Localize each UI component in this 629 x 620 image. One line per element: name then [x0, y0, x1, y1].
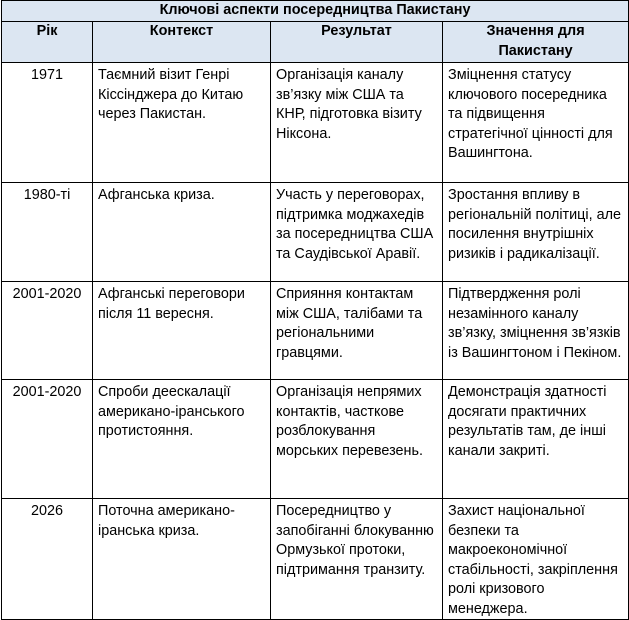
- header-context: Контекст: [93, 22, 271, 63]
- cell-year: 2026: [2, 499, 93, 620]
- cell-year: 2001-2020: [2, 380, 93, 499]
- cell-significance: Захист національної безпеки та макроекономічної стабільності, закріплення ролі кризового менеджера.: [443, 499, 629, 620]
- header-result: Результат: [271, 22, 443, 63]
- pakistan-mediation-table: [1, 0, 629, 620]
- cell-year: 1980-ті: [2, 183, 93, 282]
- cell-significance: Зміцнення статусу ключового посередника та підвищення стратегічної цінності для Вашингтона.: [443, 63, 629, 183]
- table-row: [2, 63, 629, 183]
- table-title: Ключові аспекти посередництва Пакистану: [2, 1, 629, 22]
- cell-result: Участь у переговорах, підтримка моджахедів за посередництва США та Саудівської Аравії.: [271, 183, 443, 282]
- header-year: Рік: [2, 22, 93, 63]
- table-row: [2, 282, 629, 380]
- table-title-row: [2, 1, 629, 22]
- cell-result: Посередництво у запобіганні блокуванню Ормузької протоки, підтримання транзиту.: [271, 499, 443, 620]
- cell-significance: Демонстрація здатності досягати практичних результатів там, де інші канали закриті.: [443, 380, 629, 499]
- table-row: [2, 499, 629, 620]
- cell-significance: Підтвердження ролі незамінного каналу зв’язку, зміцнення зв’язків із Вашингтоном і Пекіном.: [443, 282, 629, 380]
- cell-result: Організація каналу зв’язку між США та КНР, підготовка візиту Ніксона.: [271, 63, 443, 183]
- table-row: [2, 380, 629, 499]
- cell-context: Афганські переговори після 11 вересня.: [93, 282, 271, 380]
- cell-year: 1971: [2, 63, 93, 183]
- cell-result: Сприяння контактам між США, талібами та регіональними гравцями.: [271, 282, 443, 380]
- cell-result: Організація непрямих контактів, часткове розблокування морських перевезень.: [271, 380, 443, 499]
- cell-year: 2001-2020: [2, 282, 93, 380]
- cell-context: Афганська криза.: [93, 183, 271, 282]
- table-row: [2, 183, 629, 282]
- cell-context: Таємний візит Генрі Кіссінджера до Китаю через Пакистан.: [93, 63, 271, 183]
- header-significance: Значення для Пакистану: [443, 22, 629, 63]
- cell-context: Спроби деескалації американо-іранського протистояння.: [93, 380, 271, 499]
- table-header-row: [2, 22, 629, 63]
- cell-context: Поточна американо-іранська криза.: [93, 499, 271, 620]
- cell-significance: Зростання впливу в регіональній політиці, але посилення внутрішніх ризиків і радикалізації.: [443, 183, 629, 282]
